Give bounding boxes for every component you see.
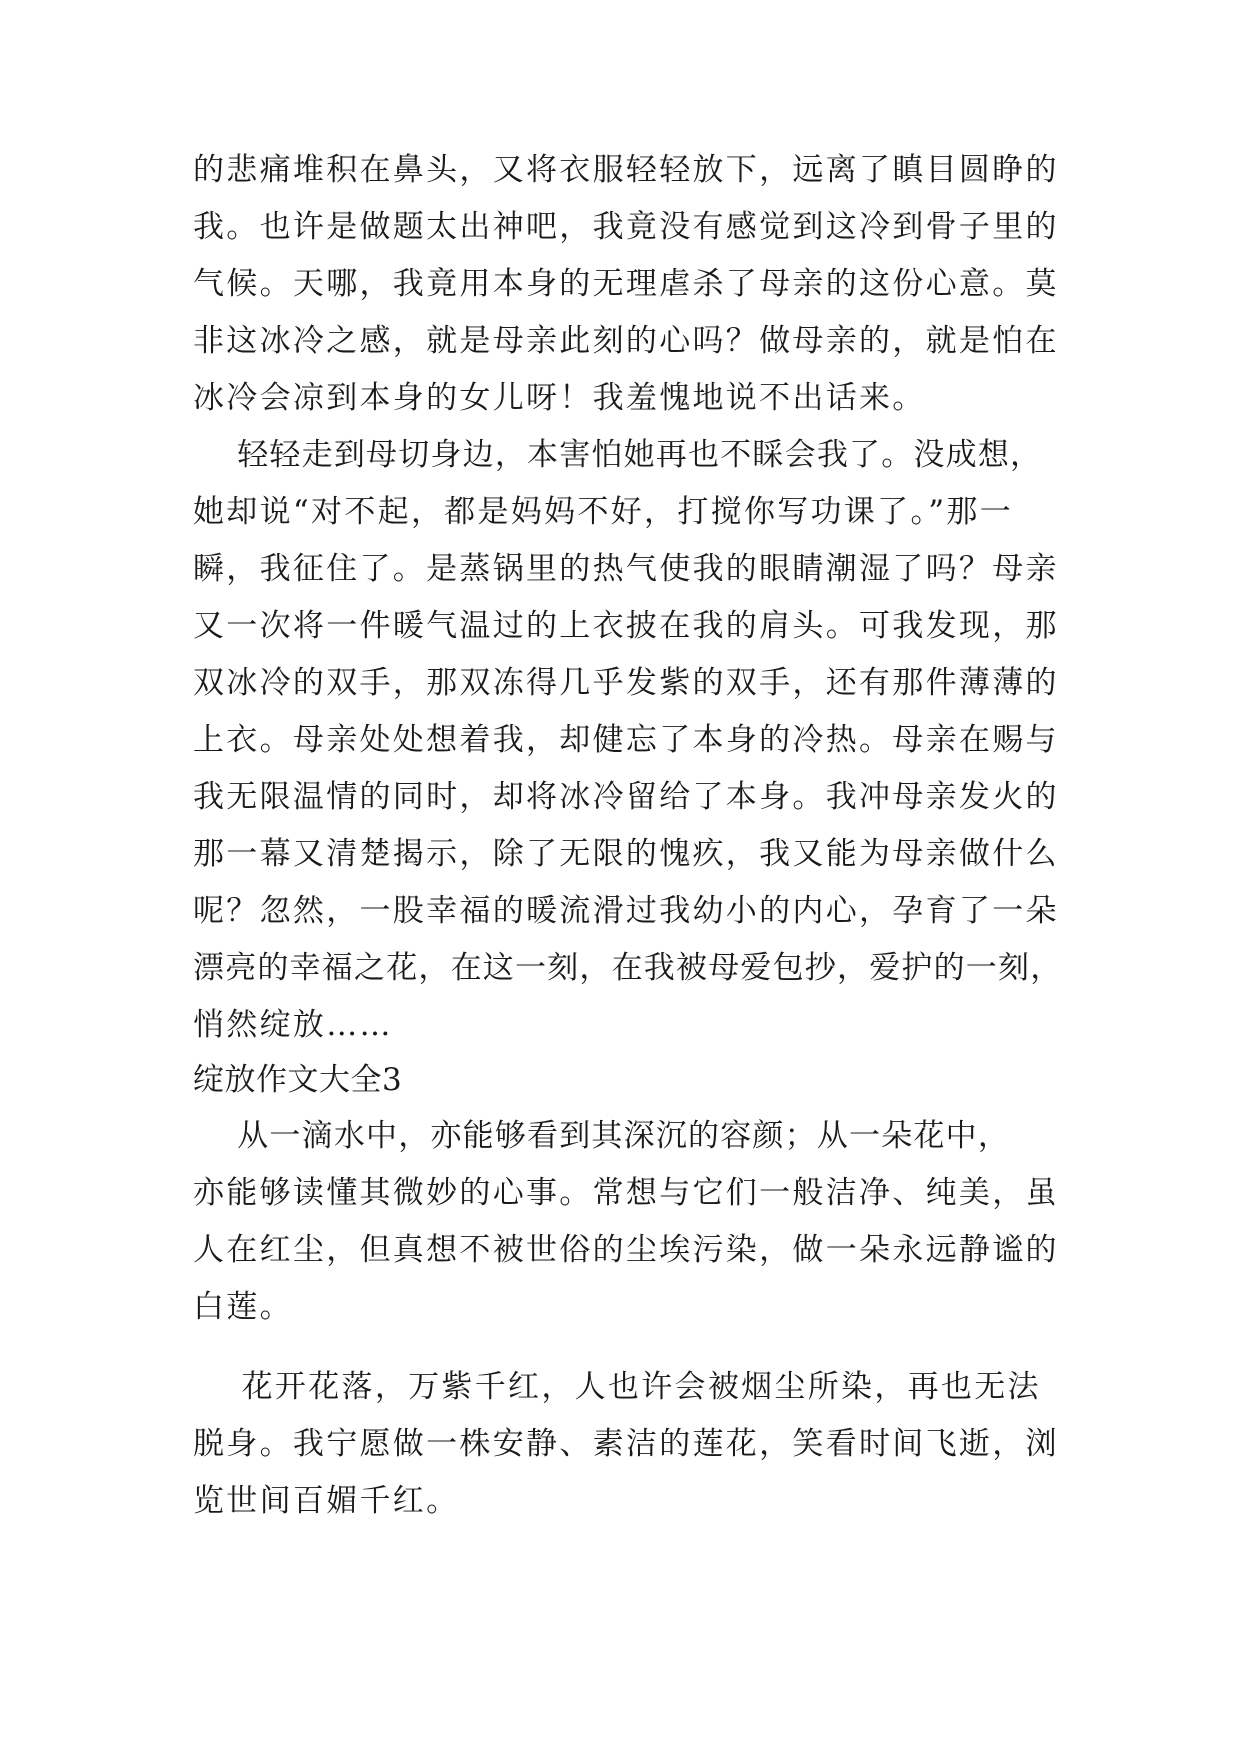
text-line: 人在红尘，但真想不被世俗的尘埃污染，做一朵永远静谧的 [193,1232,1059,1268]
paragraph-start-line: 从一滴水中，亦能够看到其深沉的容颜；从一朵花中， [193,1118,1011,1154]
text-line: 又一次将一件暖气温过的上衣披在我的肩头。可我发现，那 [193,608,1059,644]
text-line: 呢？忽然，一股幸福的暖流滑过我幼小的内心，孕育了一朵 [193,893,1059,929]
text-line: 我。也许是做题太出神吧，我竟没有感觉到这冷到骨子里的 [193,209,1059,245]
paragraph-start-line: 花开花落，万紫千红，人也许会被烟尘所染，再也无法 [193,1369,1041,1405]
text-line: 双冰冷的双手，那双冻得几乎发紫的双手，还有那件薄薄的 [193,665,1059,701]
text-line: 非这冰冷之感，就是母亲此刻的心吗？做母亲的，就是怕在 [193,323,1059,359]
paragraph-start-line: 轻轻走到母切身边，本害怕她再也不睬会我了。没成想， [193,437,1043,473]
text-line: 瞬，我征住了。是蒸锅里的热气使我的眼睛潮湿了吗？母亲 [193,551,1059,587]
section-heading: 绽放作文大全3 [193,1062,403,1098]
text-line: 亦能够读懂其微妙的心事。常想与它们一般洁净、纯美，虽 [193,1175,1059,1211]
text-line: 漂亮的幸福之花，在这一刻，在我被母爱包抄，爱护的一刻， [193,950,1063,986]
text-line: 我无限温情的同时，却将冰冷留给了本身。我冲母亲发火的 [193,779,1059,815]
text-line: 那一幕又清楚揭示，除了无限的愧疚，我又能为母亲做什么 [193,836,1059,872]
text-line: 气候。天哪，我竟用本身的无理虐杀了母亲的这份心意。莫 [193,266,1059,302]
text-line: 脱身。我宁愿做一株安静、素洁的莲花，笑看时间飞逝，浏 [193,1426,1059,1462]
text-line: 览世间百媚千红。 [193,1483,460,1519]
text-line: 的悲痛堆积在鼻头，又将衣服轻轻放下，远离了瞋目圆睁的 [193,152,1059,188]
text-line: 上衣。母亲处处想着我，却健忘了本身的冷热。母亲在赐与 [193,722,1059,758]
text-line: 她却说“对不起，都是妈妈不好，打搅你写功课了。”那一 [193,494,1013,530]
text-line: 悄然绽放…… [193,1007,393,1043]
text-line: 白莲。 [193,1289,293,1325]
text-line: 冰冷会凉到本身的女儿呀！我羞愧地说不出话来。 [193,380,926,416]
